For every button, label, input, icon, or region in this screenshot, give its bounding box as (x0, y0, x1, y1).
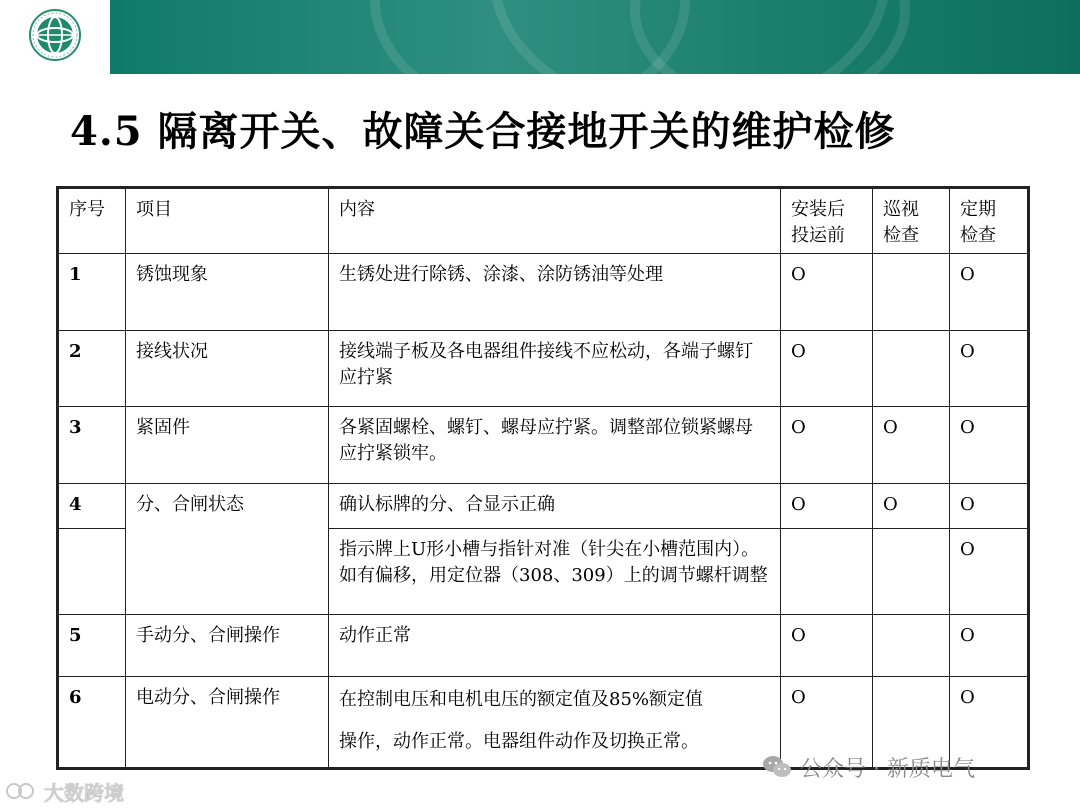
header-green-band (110, 0, 1080, 74)
header-index: 序号 (58, 188, 126, 254)
row-periodic-mark: O (950, 254, 1029, 331)
header-install-line1: 安装后 (791, 199, 845, 220)
row-patrol-mark: O (873, 407, 950, 484)
row-content: 接线端子板及各电器组件接线不应松动，各端子螺钉应拧紧 (329, 331, 781, 407)
row-content (329, 677, 781, 769)
row-periodic-mark: O (950, 484, 1029, 529)
table-row (58, 254, 1029, 331)
row-install-mark: O (781, 484, 873, 529)
header-patrol-line2: 检查 (883, 225, 919, 246)
table-row (58, 615, 1029, 677)
watermark-source (6, 778, 124, 804)
row-index: 4 (58, 484, 126, 529)
row-install-mark: O (781, 615, 873, 677)
row-item: 分、合闸状态 (126, 484, 329, 615)
row-index (58, 529, 126, 615)
header-install (781, 188, 873, 254)
header-periodic-line2: 检查 (960, 225, 996, 246)
company-logo (28, 8, 82, 62)
row-periodic-mark: O (950, 407, 1029, 484)
row-install-mark: O (781, 407, 873, 484)
header-periodic (950, 188, 1029, 254)
page-title: 4.5 隔离开关、故障关合接地开关的维护检修 (70, 108, 896, 155)
header-logo-area (0, 0, 110, 74)
row-install-mark: O (781, 677, 873, 769)
row-install-mark (781, 529, 873, 615)
header-item: 项目 (126, 188, 329, 254)
row-patrol-mark: O (873, 484, 950, 529)
row-index: 6 (58, 677, 126, 769)
header-content: 内容 (329, 188, 781, 254)
header-install-line2: 投运前 (791, 225, 845, 246)
row-periodic-mark: O (950, 331, 1029, 407)
watermark-wechat-text: 公众号 · 新质电气 (800, 756, 975, 782)
row-item: 紧固件 (126, 407, 329, 484)
row-install-mark: O (781, 331, 873, 407)
row-content-line2: 操作，动作正常。电器组件动作及切换正常。 (339, 731, 699, 752)
row-item: 电动分、合闸操作 (126, 677, 329, 769)
wechat-icon (762, 754, 792, 780)
header-periodic-line1: 定期 (960, 199, 996, 220)
watermark-wechat (762, 752, 975, 782)
row-periodic-mark: O (950, 615, 1029, 677)
row-index: 5 (58, 615, 126, 677)
table-row (58, 407, 1029, 484)
watermark-source-text: 大数跨境 (44, 780, 124, 805)
row-item: 手动分、合闸操作 (126, 615, 329, 677)
row-periodic-mark: O (950, 677, 1029, 769)
row-patrol-mark (873, 529, 950, 615)
source-logo-icon (6, 780, 40, 802)
row-patrol-mark (873, 254, 950, 331)
row-content: 各紧固螺栓、螺钉、螺母应拧紧。调整部位锁紧螺母应拧紧锁牢。 (329, 407, 781, 484)
row-index: 1 (58, 254, 126, 331)
row-index: 2 (58, 331, 126, 407)
row-install-mark: O (781, 254, 873, 331)
row-index: 3 (58, 407, 126, 484)
header-band (0, 0, 1080, 74)
row-patrol-mark (873, 615, 950, 677)
table-header-row (58, 188, 1029, 254)
table-row (58, 484, 1029, 529)
header-patrol-line1: 巡视 (883, 199, 919, 220)
row-content: 动作正常 (329, 615, 781, 677)
row-item: 锈蚀现象 (126, 254, 329, 331)
header-patrol (873, 188, 950, 254)
row-item: 接线状况 (126, 331, 329, 407)
row-content: 生锈处进行除锈、涂漆、涂防锈油等处理 (329, 254, 781, 331)
row-content: 确认标牌的分、合显示正确 (329, 484, 781, 529)
table-row (58, 331, 1029, 407)
maintenance-table (56, 186, 1030, 770)
row-patrol-mark (873, 331, 950, 407)
row-content: 指示牌上U形小槽与指针对准（针尖在小槽范围内）。如有偏移，用定位器（308、309）上的调节螺杆调整 (329, 529, 781, 615)
row-periodic-mark: O (950, 529, 1029, 615)
row-content-line1: 在控制电压和电机电压的额定值及85%额定值 (339, 689, 704, 710)
